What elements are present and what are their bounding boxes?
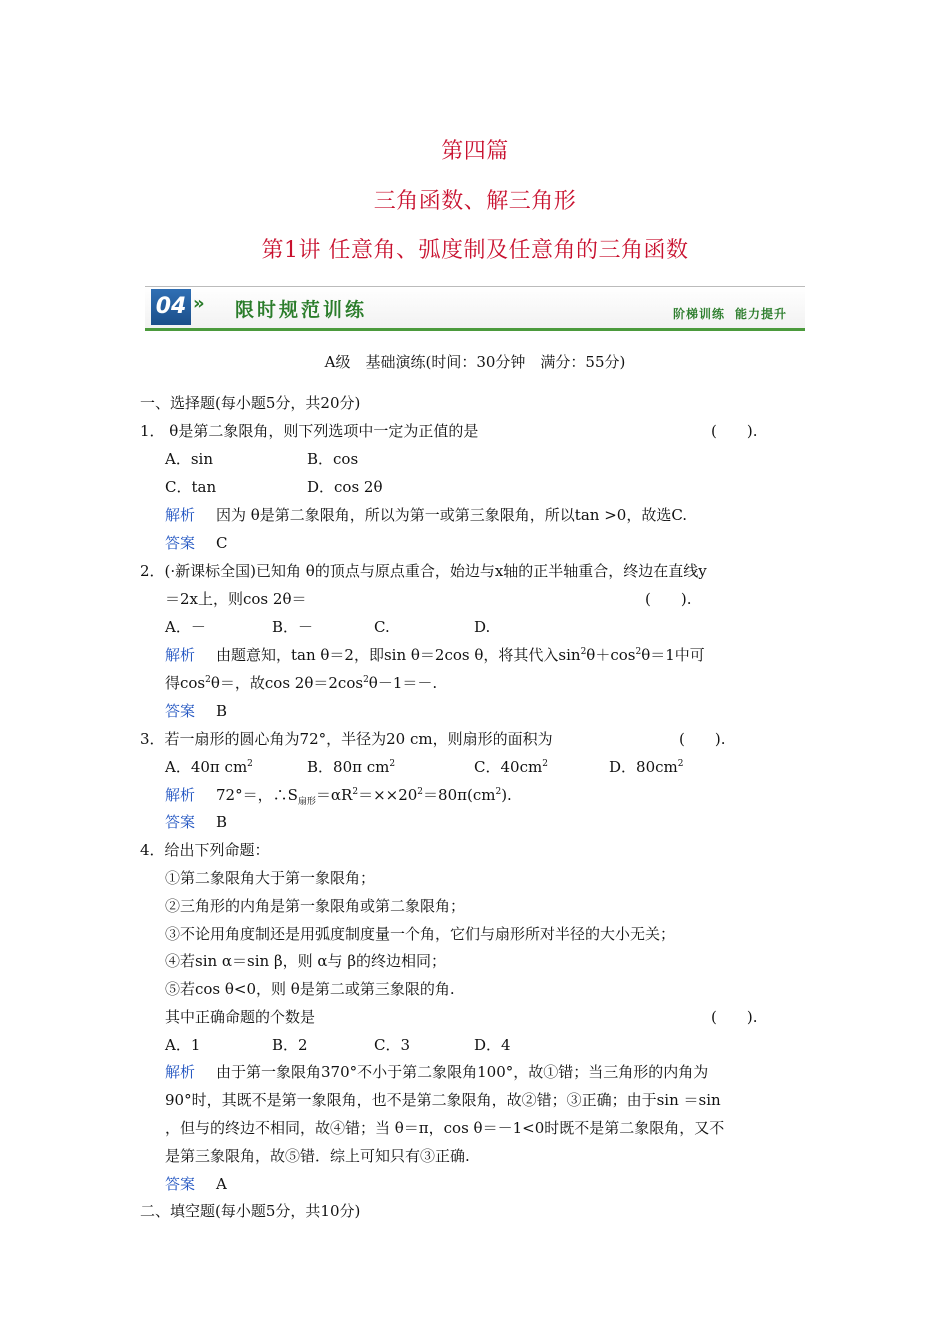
- q2-paren: ( ).: [645, 590, 692, 608]
- q3-answer: B: [216, 813, 228, 831]
- banner-arrow-icon: »: [193, 293, 205, 314]
- q4-option-a: A．1: [165, 1036, 201, 1054]
- q2-sup-4: 2: [363, 675, 369, 685]
- q4-option-b: B．2: [272, 1036, 308, 1054]
- q3-option-d: [609, 757, 683, 777]
- section-banner: [145, 286, 805, 331]
- q3-jx-sub: 扇形: [297, 797, 316, 807]
- q4-analysis-line-4: 是第三象限角，故⑤错．综上可知只有③正确.: [165, 1147, 470, 1165]
- q1-paren: ( ).: [711, 422, 758, 440]
- part-title: 第四篇: [441, 139, 509, 164]
- banner-right-1: 阶梯训练: [672, 307, 725, 321]
- q2-option-d: D.: [474, 618, 491, 636]
- q3-stem: 3．若一扇形的圆心角为72°，半径为20 cm，则扇形的面积为: [140, 730, 553, 748]
- q3-opt-d-text: D．80cm: [609, 758, 678, 776]
- q1-option-d: D．cos 2θ: [307, 478, 383, 496]
- q1-option-a: A．sin: [165, 450, 213, 468]
- q3-jx-c: ＝××20: [358, 786, 418, 804]
- q4-paren: ( ).: [711, 1008, 758, 1026]
- q3-option-a: [165, 757, 253, 777]
- q3-jx-e: ).: [501, 786, 512, 804]
- q2-analysis-label: 解析: [165, 646, 196, 664]
- q2-jx1a: 由题意知，tan θ＝2，即sin θ＝2cos θ，将其代入sin: [216, 646, 581, 664]
- q4-proposition-4: ④若sin α＝sin β，则 α与 β的终边相同；: [165, 952, 446, 970]
- q4-proposition-3: ③不论用角度制还是用弧度制度量一个角，它们与扇形所对半径的大小无关；: [165, 925, 676, 943]
- q4-analysis-line-2: 90°时，其既不是第一象限角，也不是第二象限角，故②错；③正确；由于sin ＝sin: [165, 1091, 721, 1109]
- level-heading: A级 基础演练(时间：30分钟 满分：55分): [324, 353, 626, 371]
- q2-option-b: B．－: [272, 618, 314, 636]
- q1-stem: 1． θ是第二象限角，则下列选项中一定为正值的是: [140, 422, 479, 440]
- q3-opt-b-sup: 2: [389, 759, 396, 769]
- q4-answer: A: [216, 1175, 227, 1193]
- q3-jx-d: ＝80π(cm: [423, 786, 496, 804]
- q2-jx1b: θ＋cos: [586, 646, 636, 664]
- q4-option-d: D．4: [474, 1036, 511, 1054]
- q2-sup-2: 2: [635, 647, 642, 657]
- q4-analysis-line-3: ，但与的终边不相同，故④错；当 θ＝π，cos θ＝－1<0时既不是第二象限角，又不: [165, 1119, 725, 1137]
- q3-jx-b: ＝αR: [315, 786, 353, 804]
- q2-jx2b: θ＝，故cos 2θ＝2cos: [210, 674, 364, 692]
- q4-answer-label: 答案: [165, 1175, 196, 1193]
- q3-opt-a-sup: 2: [247, 759, 253, 769]
- q4-proposition-5: ⑤若cos θ<0，则 θ是第二或第三象限的角.: [165, 980, 455, 998]
- q3-analysis: [216, 785, 512, 805]
- q4-analysis-label: 解析: [165, 1063, 196, 1081]
- q3-opt-c-sup: 2: [542, 759, 548, 769]
- q4-option-c: C．3: [374, 1036, 411, 1054]
- q3-opt-c-text: C．40cm: [474, 758, 543, 776]
- q2-jx2c: θ－1＝－.: [368, 674, 438, 692]
- q3-jx-sup-1: 2: [352, 787, 359, 797]
- banner-right-2: 能力提升: [734, 307, 787, 321]
- q4-proposition-1: ①第二象限角大于第一象限角；: [165, 869, 376, 887]
- banner-label: 限时规范训练: [235, 299, 368, 321]
- q1-answer-label: 答案: [165, 534, 196, 552]
- q2-analysis-line-2: [165, 673, 437, 693]
- q4-analysis-line-1: 由于第一象限角370°不小于第二象限角100°，故①错；当三角形的内角为: [216, 1063, 709, 1081]
- q3-paren: ( ).: [679, 730, 726, 748]
- q2-jx2a: 得cos: [165, 674, 206, 692]
- q3-jx-sup-3: 2: [495, 787, 502, 797]
- q2-analysis-line-1: [216, 645, 705, 665]
- q2-stem-line-2: ＝2x上，则cos 2θ＝: [165, 590, 307, 608]
- q3-option-b: [307, 757, 395, 777]
- q2-jx1c: θ＝1中可: [641, 646, 705, 664]
- q2-stem-line-1: 2．(·新课标全国)已知角 θ的顶点与原点重合，始边与x轴的正半轴重合，终边在直线y: [140, 562, 707, 580]
- q2-option-a: A．－: [165, 618, 206, 636]
- lecture-title: 第1讲 任意角、弧度制及任意角的三角函数: [261, 238, 689, 263]
- banner-number: 04: [151, 289, 191, 325]
- section-1-heading: 一、选择题(每小题5分，共20分): [140, 394, 361, 412]
- q3-opt-b-text: B．80π cm: [307, 758, 390, 776]
- q2-answer-label: 答案: [165, 702, 196, 720]
- q2-sup-3: 2: [205, 675, 211, 685]
- q1-option-c: C．tan: [165, 478, 217, 496]
- q2-sup-1: 2: [580, 647, 587, 657]
- q3-analysis-label: 解析: [165, 786, 196, 804]
- q4-stem: 4．给出下列命题：: [140, 841, 270, 859]
- q3-answer-label: 答案: [165, 813, 196, 831]
- q1-answer: C: [216, 534, 228, 552]
- q3-opt-a-text: A．40π cm: [165, 758, 248, 776]
- q1-analysis: 因为 θ是第二象限角，所以为第一或第三象限角，所以tan >0，故选C.: [216, 506, 688, 524]
- q3-jx-sup-2: 2: [417, 787, 424, 797]
- banner-right: [663, 305, 787, 322]
- q1-option-b: B．cos: [307, 450, 359, 468]
- q4-proposition-2: ②三角形的内角是第一象限角或第二象限角；: [165, 897, 466, 915]
- q4-ask: 其中正确命题的个数是: [165, 1008, 316, 1026]
- chapter-title: 三角函数、解三角形: [373, 189, 577, 214]
- section-2-heading: 二、填空题(每小题5分，共10分): [140, 1202, 361, 1220]
- q3-option-c: [474, 757, 548, 777]
- q2-answer: B: [216, 702, 228, 720]
- q3-jx-a: 72°＝，∴S: [216, 786, 298, 804]
- q3-opt-d-sup: 2: [677, 759, 684, 769]
- q2-option-c: C.: [374, 618, 390, 636]
- q1-analysis-label: 解析: [165, 506, 196, 524]
